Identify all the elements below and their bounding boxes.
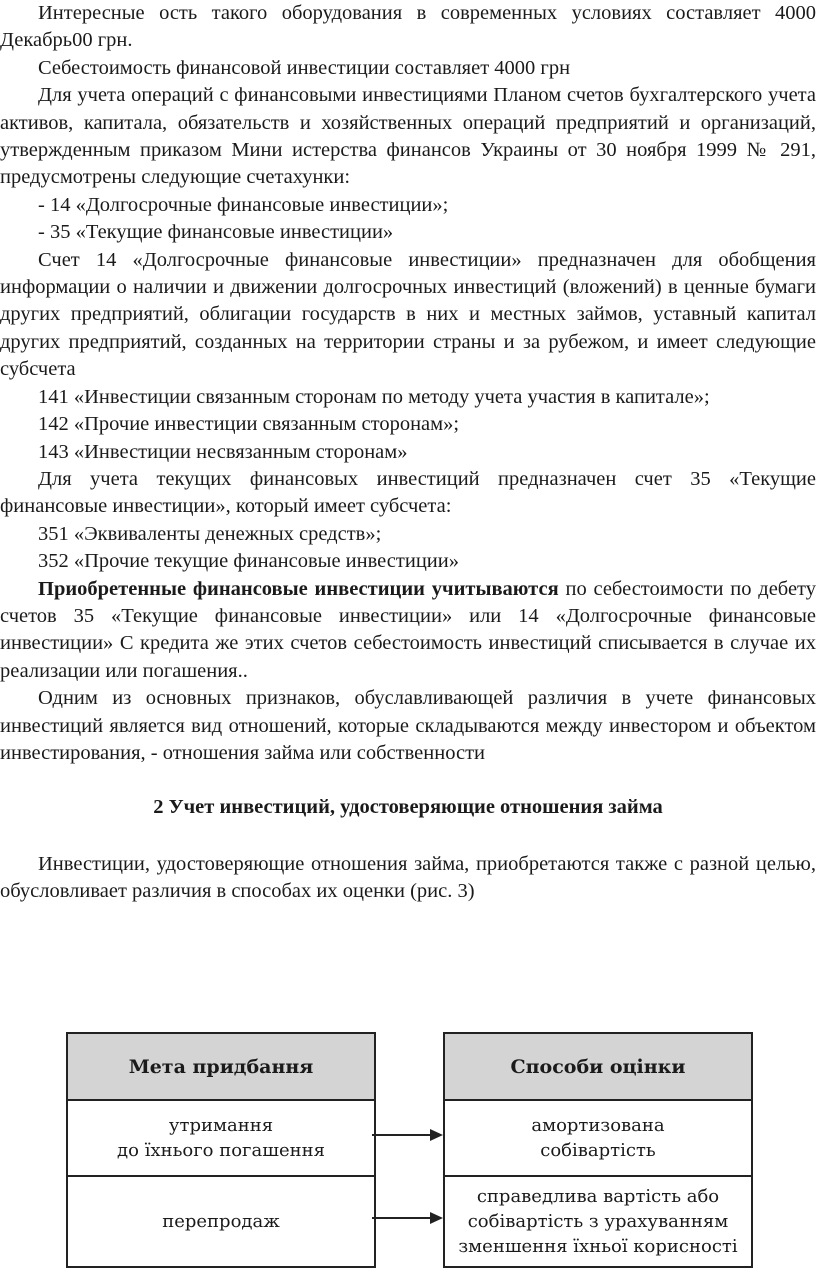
list-item: 143 «Инвестиции несвязанным сторонам» — [38, 440, 408, 463]
arrow-row-1 — [372, 1129, 443, 1141]
valuation-cell-amortized-text: амортизована собівартість — [531, 1115, 665, 1161]
paragraph: Себестоимость финансовой инвестиции составляет 4000 грн — [38, 56, 571, 79]
paragraph-with-bold-lead — [0, 576, 816, 686]
bold-lead: Приобретенные финансовые инвестиции учитываются — [38, 577, 559, 600]
purpose-cell-resale-text: перепродаж — [162, 1211, 280, 1232]
list-item: - 35 «Текущие финансовые инвестиции» — [38, 221, 394, 244]
purpose-cell-hold-text: утримання до їхнього погашення — [117, 1115, 325, 1161]
list-item: 351 «Эквиваленты денежных средств»; — [38, 522, 382, 545]
paragraph: Для учета текущих финансовых инвестиций предназначен счет 35 «Текущие финансовые инвестиции», который имеет субсчета: — [0, 467, 816, 518]
paragraph: 141 «Инвестиции связанным сторонам по методу учета участия в капитале»; — [38, 385, 710, 408]
arrow-row-2 — [372, 1212, 443, 1224]
list-item: - 14 «Долгосрочные финансовые инвестиции»; — [38, 193, 449, 216]
paragraph: Инвестиции, удостоверяющие отношения займа, приобретаются также с разной целью, обусловливает различия в способах их оценки (рис. 3) — [0, 852, 816, 903]
valuation-cell-fair-value-text: справедлива вартість або собівартість з урахуванням зменшення їхньої корисності — [458, 1186, 738, 1257]
valuation-header: Способи оцінки — [445, 1034, 751, 1101]
list-item: 142 «Прочие инвестиции связанным сторонам»; — [38, 413, 460, 436]
purpose-header: Мета придбання — [68, 1034, 374, 1101]
section-heading: 2 Учет инвестиций, удостоверяющие отношения займа — [153, 796, 663, 819]
paragraph: Счет 14 «Долгосрочные финансовые инвестиции» предназначен для обобщения информации о наличии и движении долгосрочных инвестиций (вложений) в ценные бумаги других предприятий, облигации государств в них и местных займов, уставный капитал других предприятий, созданных на территории страны и за рубежом, и имеет следующие субсчета — [0, 248, 816, 381]
figure-diagram — [0, 1028, 816, 1268]
list-item: 352 «Прочие текущие финансовые инвестиции» — [38, 550, 459, 573]
paragraph: Интересные ость такого оборудования в современных условиях составляет 4000 Декабрь00 грн. — [0, 2, 816, 52]
paragraph-rest: по себестоимости по дебету счетов 35 «Текущие финансовые инвестиции» или 14 «Долгосрочные финансовые инвестиции» С кредита же этих счетов себестоимость инвестиций списывается в случае их реализации или погашения.. — [0, 577, 816, 682]
paragraph: Для учета операций с финансовыми инвестициями Планом счетов бухгалтерского учета активов, капитала, обязательств и хозяйственных операций предприятий и организаций, утвержденным приказом Мини истерства финансов Украины от 30 ноября 1999 № 291, предусмотрены следующие счетахунки: — [0, 84, 816, 189]
arrows — [0, 1028, 816, 1268]
paragraph: Одним из основных признаков, обуславливающей различия в учете финансовых инвестиций является вид отношений, которые складываются между инвестором и объектом инвестирования, - отношения займа или собственности — [0, 687, 816, 764]
